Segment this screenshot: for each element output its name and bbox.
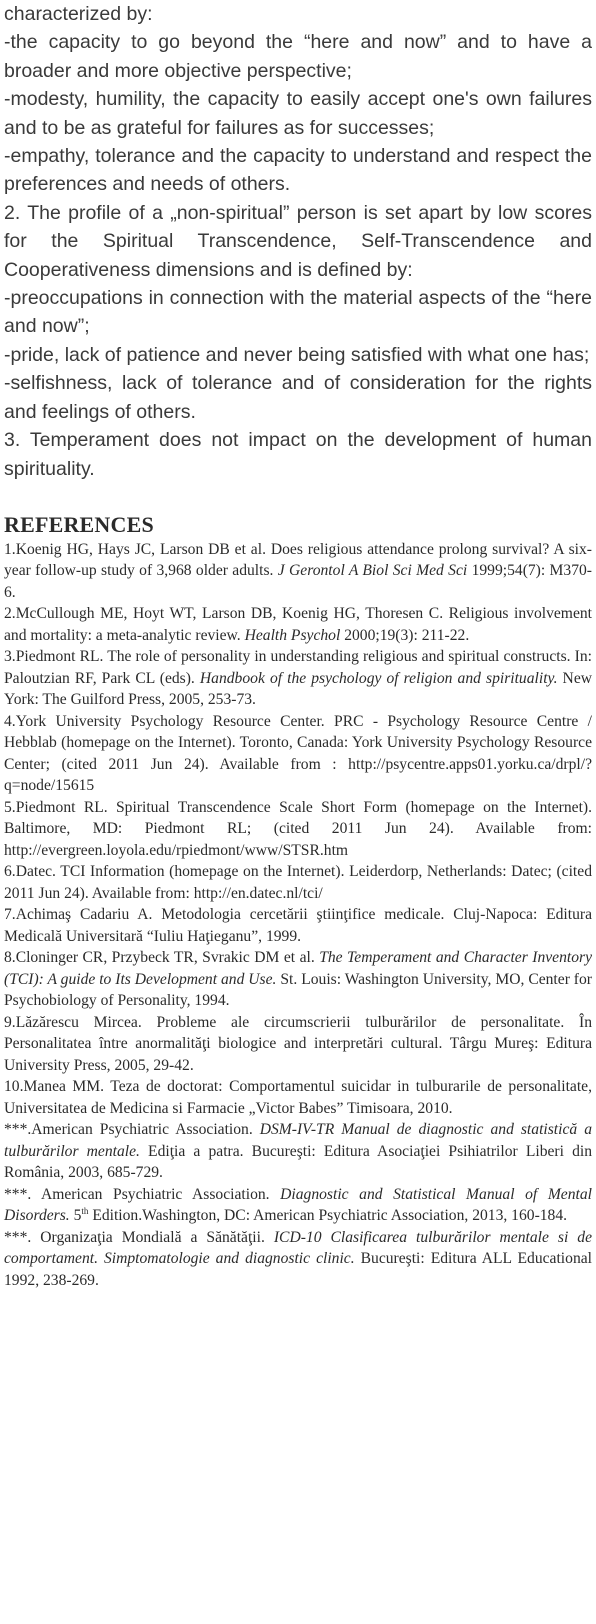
reference-item: 1.Koenig HG, Hays JC, Larson DB et al. Does religious attendance prolong survival? A six-year follow-up study of 3,968 older adults. J Gerontol A Biol Sci Med Sci 1999;54(7): M370-6. <box>4 540 592 601</box>
body-paragraph: -modesty, humility, the capacity to easily accept one's own failures and to be as grateful for failures as for successes; <box>4 88 592 139</box>
reference-item: ***. Organizaţia Mondială a Sănătăţii. ICD-10 Clasificarea tulburărilor mentale si de comportament. Simptomatologie and diagnostic clinic. Bucureşti: Editura ALL Educational 1992, 238-269. <box>4 1228 592 1289</box>
body-paragraph: -preoccupations in connection with the material aspects of the “here and now”; <box>4 287 592 338</box>
body-paragraph: -the capacity to go beyond the “here and now” and to have a broader and more objective perspective; <box>4 31 592 82</box>
references-list <box>4 539 592 1292</box>
reference-item: ***.American Psychiatric Association. DSM-IV-TR Manual de diagnostic and statistică a tulburărilor mentale. Ediţia a patra. Bucureşti: Editura Asociaţiei Psihiatrilor Liberi din România, 2003, 685-729. <box>4 1121 592 1182</box>
body-paragraph: -pride, lack of patience and never being satisfied with what one has; <box>4 343 590 366</box>
reference-item: 9.Lăzărescu Mircea. Probleme ale circumscrierii tulburărilor de personalitate. În Personalitatea între anormalităţi biologice and interpretări cultural. Târgu Mureş: Editura University Press, 2005, 29-42. <box>4 1013 592 1074</box>
body-paragraph: 3. Temperament does not impact on the development of human spirituality. <box>4 429 592 480</box>
reference-item: 4.York University Psychology Resource Center. PRC - Psychology Resource Centre / Hebblab (homepage on the Internet). Toronto, Canada: York University Psychology Resource Center; (cited 2011 Jun 24). Available from : http://psycentre.apps01.yorku.ca/drpl/?q=node/15615 <box>4 712 592 795</box>
reference-item: ***. American Psychiatric Association. Diagnostic and Statistical Manual of Mental Disorders. 5th Edition.Washington, DC: American Psychiatric Association, 2013, 160-184. <box>4 1185 592 1225</box>
body-text <box>4 0 592 483</box>
body-paragraph: 2. The profile of a „non-spiritual” person is set apart by low scores for the Spiritual Transcendence, Self-Transcendence and Cooperativeness dimensions and is defined by: <box>4 201 592 281</box>
reference-item: 6.Datec. TCI Information (homepage on the Internet). Leiderdorp, Netherlands: Datec; (cited 2011 Jun 24). Available from: http://en.datec.nl/tci/ <box>4 863 592 902</box>
body-paragraph: characterized by: <box>4 3 153 25</box>
reference-item: 10.Manea MM. Teza de doctorat: Comportamentul suicidar in tulburarile de personalitate, Universitatea de Medicina si Farmacie „Victor Babes” Timisoara, 2010. <box>4 1078 592 1117</box>
reference-item: 3.Piedmont RL. The role of personality in understanding religious and spiritual constructs. In: Paloutzian RF, Park CL (eds). Handbook of the psychology of religion and spirituality. New York: The Guilford Press, 2005, 253-73. <box>4 648 592 709</box>
reference-item: 7.Achimaş Cadariu A. Metodologia cercetării ştiinţifice medicale. Cluj-Napoca: Editura Medicală Universitară “Iuliu Haţieganu”, 1999. <box>4 906 592 945</box>
reference-item: 5.Piedmont RL. Spiritual Transcendence Scale Short Form (homepage on the Internet). Baltimore, MD: Piedmont RL; (cited 2011 Jun 24). Available from: http://evergreen.loyola.edu/rpiedmont/www/STSR.htm <box>4 798 592 859</box>
document-page <box>4 0 592 1291</box>
reference-item: 8.Cloninger CR, Przybeck TR, Svrakic DM et al. The Temperament and Character Inventory (TCI): A guide to Its Development and Use. St. Louis: Washington University, MO, Center for Psychobiology of Personality, 1994. <box>4 949 593 1010</box>
references-heading: REFERENCES <box>4 511 154 537</box>
body-paragraph: -empathy, tolerance and the capacity to understand and respect the preferences and needs of others. <box>4 145 592 196</box>
reference-item: 2.McCullough ME, Hoyt WT, Larson DB, Koenig HG, Thoresen C. Religious involvement and mortality: a meta-analytic review. Health Psychol 2000;19(3): 211-22. <box>4 605 592 644</box>
body-paragraph: -selfishness, lack of tolerance and of consideration for the rights and feelings of others. <box>4 372 592 423</box>
